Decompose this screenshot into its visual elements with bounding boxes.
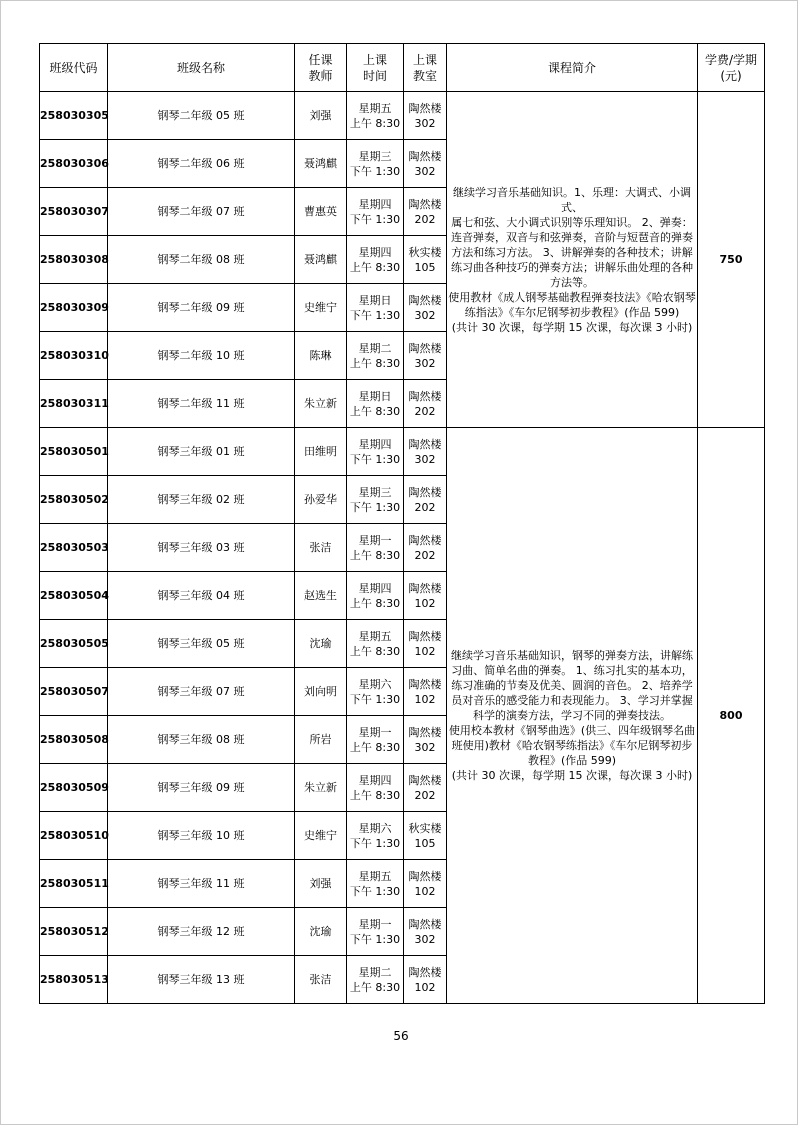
classroom-building: 秋实楼 xyxy=(408,821,442,835)
classroom-number: 102 xyxy=(414,596,436,610)
classroom xyxy=(404,428,447,476)
class-time xyxy=(347,188,404,236)
classroom xyxy=(404,284,447,332)
classroom-building: 陶然楼 xyxy=(408,293,442,307)
table-row xyxy=(40,92,765,140)
classroom-number: 302 xyxy=(414,308,436,322)
class-day: 星期四 xyxy=(358,245,392,259)
class-hour: 上午 8:30 xyxy=(349,980,401,994)
class-hour: 下午 1:30 xyxy=(349,308,401,322)
classroom-number: 302 xyxy=(414,164,436,178)
classroom xyxy=(404,716,447,764)
header-row xyxy=(40,44,765,92)
class-hour: 下午 1:30 xyxy=(349,212,401,226)
class-hour: 上午 8:30 xyxy=(349,596,401,610)
classroom-building: 陶然楼 xyxy=(408,869,442,883)
class-hour: 下午 1:30 xyxy=(349,500,401,514)
class-code: 258030309 xyxy=(40,284,108,332)
class-name: 钢琴三年级 01 班 xyxy=(108,428,295,476)
class-day: 星期四 xyxy=(358,437,392,451)
class-time xyxy=(347,812,404,860)
class-name: 钢琴三年级 08 班 xyxy=(108,716,295,764)
classroom xyxy=(404,236,447,284)
course-description-line: 使用教材《成人钢琴基础教程弹奏技法》《哈农钢琴 xyxy=(448,290,696,304)
classroom-number: 302 xyxy=(414,116,436,130)
class-code: 258030310 xyxy=(40,332,108,380)
classroom xyxy=(404,956,447,1004)
classroom-building: 秋实楼 xyxy=(408,245,442,259)
class-hour: 上午 8:30 xyxy=(349,788,401,802)
class-name: 钢琴三年级 10 班 xyxy=(108,812,295,860)
class-day: 星期四 xyxy=(358,197,392,211)
class-code: 258030511 xyxy=(40,860,108,908)
classroom-number: 102 xyxy=(414,644,436,658)
course-description xyxy=(447,428,698,1004)
class-hour: 上午 8:30 xyxy=(349,740,401,754)
table-body xyxy=(40,92,765,1004)
class-hour: 下午 1:30 xyxy=(349,884,401,898)
classroom-number: 202 xyxy=(414,212,436,226)
header-time-line1: 上课 xyxy=(362,52,387,67)
class-code: 258030504 xyxy=(40,572,108,620)
class-code: 258030308 xyxy=(40,236,108,284)
class-hour: 下午 1:30 xyxy=(349,932,401,946)
header-teacher xyxy=(295,44,347,92)
class-name: 钢琴二年级 09 班 xyxy=(108,284,295,332)
class-code: 258030305 xyxy=(40,92,108,140)
classroom xyxy=(404,620,447,668)
class-code: 258030507 xyxy=(40,668,108,716)
class-code: 258030513 xyxy=(40,956,108,1004)
class-code: 258030508 xyxy=(40,716,108,764)
teacher-name: 孙爱华 xyxy=(295,476,347,524)
class-name: 钢琴二年级 06 班 xyxy=(108,140,295,188)
class-hour: 上午 8:30 xyxy=(349,548,401,562)
teacher-name: 张洁 xyxy=(295,524,347,572)
teacher-name: 聂鸿麒 xyxy=(295,236,347,284)
class-name: 钢琴三年级 09 班 xyxy=(108,764,295,812)
class-hour: 下午 1:30 xyxy=(349,452,401,466)
class-day: 星期三 xyxy=(358,485,392,499)
class-name: 钢琴二年级 11 班 xyxy=(108,380,295,428)
class-hour: 下午 1:30 xyxy=(349,836,401,850)
classroom-number: 202 xyxy=(414,404,436,418)
class-code: 258030311 xyxy=(40,380,108,428)
course-description-line: 习曲、简单名曲的弹奏。 1、练习扎实的基本功， xyxy=(451,664,693,677)
classroom-building: 陶然楼 xyxy=(408,581,442,595)
classroom-building: 陶然楼 xyxy=(408,101,442,115)
class-hour: 上午 8:30 xyxy=(349,404,401,418)
course-description-line: 练习准确的节奏及优美、圆润的音色。 2、培养学 xyxy=(451,679,693,692)
classroom-building: 陶然楼 xyxy=(408,533,442,547)
class-name: 钢琴三年级 12 班 xyxy=(108,908,295,956)
header-room-line2: 教室 xyxy=(412,68,437,83)
teacher-name: 陈琳 xyxy=(295,332,347,380)
class-time xyxy=(347,140,404,188)
course-description-line: (共计 30 次课，每学期 15 次课，每次课 3 小时) xyxy=(451,320,693,334)
course-description-line: 连音弹奏，双音与和弦弹奏，音阶与短琶音的弹奏 xyxy=(451,230,693,244)
classroom-number: 102 xyxy=(414,980,436,994)
teacher-name: 沈瑜 xyxy=(295,908,347,956)
class-name: 钢琴三年级 05 班 xyxy=(108,620,295,668)
class-day: 星期五 xyxy=(358,869,392,883)
header-room-line1: 上课 xyxy=(412,52,437,67)
class-code: 258030505 xyxy=(40,620,108,668)
classroom xyxy=(404,572,447,620)
class-name: 钢琴二年级 05 班 xyxy=(108,92,295,140)
classroom-number: 202 xyxy=(414,548,436,562)
class-time xyxy=(347,476,404,524)
class-day: 星期日 xyxy=(358,293,392,307)
course-description-line: 练指法》《车尔尼钢琴初步教程》(作品 599) xyxy=(464,305,680,319)
course-description-line: 教程》(作品 599) xyxy=(527,754,617,767)
header-teacher-line1: 任课 xyxy=(308,52,333,67)
class-day: 星期五 xyxy=(358,629,392,643)
course-description-line: 继续学习音乐基础知识，钢琴的弹奏方法，讲解练 xyxy=(451,649,693,662)
classroom-number: 202 xyxy=(414,788,436,802)
classroom-number: 105 xyxy=(414,836,436,850)
class-hour: 下午 1:30 xyxy=(349,164,401,178)
classroom xyxy=(404,908,447,956)
class-time xyxy=(347,332,404,380)
classroom-building: 陶然楼 xyxy=(408,725,442,739)
teacher-name: 聂鸿麒 xyxy=(295,140,347,188)
class-hour: 上午 8:30 xyxy=(349,116,401,130)
class-day: 星期四 xyxy=(358,773,392,787)
classroom-building: 陶然楼 xyxy=(408,677,442,691)
class-time xyxy=(347,956,404,1004)
class-day: 星期一 xyxy=(358,917,392,931)
class-time xyxy=(347,860,404,908)
header-fee-line1: 学费/学期 xyxy=(704,52,758,67)
table-row xyxy=(40,428,765,476)
class-time xyxy=(347,572,404,620)
class-time xyxy=(347,620,404,668)
classroom xyxy=(404,140,447,188)
course-description-line: 使用校本教材《钢琴曲选》(供三、四年级钢琴名曲 xyxy=(448,724,696,737)
teacher-name: 张洁 xyxy=(295,956,347,1004)
course-schedule-table xyxy=(39,43,765,1004)
header-room xyxy=(404,44,447,92)
header-time-line2: 时间 xyxy=(362,68,387,83)
course-description-line: 方法等。 xyxy=(550,275,594,289)
class-name: 钢琴三年级 13 班 xyxy=(108,956,295,1004)
class-code: 258030509 xyxy=(40,764,108,812)
classroom xyxy=(404,332,447,380)
course-description-line: 方法和练习方法。 3、讲解弹奏的各种技术；讲解 xyxy=(451,245,693,259)
course-description xyxy=(447,92,698,428)
class-time xyxy=(347,284,404,332)
header-time xyxy=(347,44,404,92)
class-day: 星期一 xyxy=(358,725,392,739)
course-description-line: 班使用)教材《哈农钢琴练指法》《车尔尼钢琴初步 xyxy=(451,739,693,752)
class-time xyxy=(347,716,404,764)
teacher-name: 沈瑜 xyxy=(295,620,347,668)
class-day: 星期四 xyxy=(358,581,392,595)
class-code: 258030502 xyxy=(40,476,108,524)
classroom xyxy=(404,524,447,572)
class-day: 星期一 xyxy=(358,533,392,547)
class-time xyxy=(347,668,404,716)
course-description-line: 练习曲各种技巧的弹奏方法；讲解乐曲处理的各种 xyxy=(451,260,693,274)
classroom xyxy=(404,188,447,236)
classroom xyxy=(404,764,447,812)
classroom xyxy=(404,380,447,428)
class-day: 星期二 xyxy=(358,965,392,979)
course-description-line: 科学的演奏方法，学习不同的弹奏技法。 xyxy=(473,709,671,722)
teacher-name: 史维宁 xyxy=(295,812,347,860)
class-day: 星期日 xyxy=(358,389,392,403)
classroom xyxy=(404,812,447,860)
classroom xyxy=(404,668,447,716)
header-fee xyxy=(698,44,765,92)
classroom-building: 陶然楼 xyxy=(408,341,442,355)
classroom-number: 302 xyxy=(414,452,436,466)
class-code: 258030501 xyxy=(40,428,108,476)
class-hour: 下午 1:30 xyxy=(349,692,401,706)
classroom-number: 105 xyxy=(414,260,436,274)
class-code: 258030510 xyxy=(40,812,108,860)
class-time xyxy=(347,908,404,956)
teacher-name: 赵选生 xyxy=(295,572,347,620)
classroom-building: 陶然楼 xyxy=(408,437,442,451)
class-time xyxy=(347,236,404,284)
classroom-building: 陶然楼 xyxy=(408,965,442,979)
class-name: 钢琴三年级 04 班 xyxy=(108,572,295,620)
class-time xyxy=(347,764,404,812)
class-name: 钢琴三年级 11 班 xyxy=(108,860,295,908)
class-name: 钢琴二年级 08 班 xyxy=(108,236,295,284)
class-time xyxy=(347,92,404,140)
class-code: 258030307 xyxy=(40,188,108,236)
classroom-number: 102 xyxy=(414,884,436,898)
teacher-name: 所岩 xyxy=(295,716,347,764)
tuition-fee: 750 xyxy=(698,92,765,428)
teacher-name: 刘向明 xyxy=(295,668,347,716)
class-name: 钢琴三年级 03 班 xyxy=(108,524,295,572)
class-time xyxy=(347,380,404,428)
classroom-building: 陶然楼 xyxy=(408,629,442,643)
classroom-number: 302 xyxy=(414,740,436,754)
teacher-name: 朱立新 xyxy=(295,764,347,812)
header-desc: 课程简介 xyxy=(447,44,698,92)
class-hour: 上午 8:30 xyxy=(349,356,401,370)
classroom-building: 陶然楼 xyxy=(408,917,442,931)
class-name: 钢琴二年级 10 班 xyxy=(108,332,295,380)
header-fee-line2: (元) xyxy=(720,68,742,83)
header-code: 班级代码 xyxy=(40,44,108,92)
page-number: 56 xyxy=(393,1029,409,1043)
class-time xyxy=(347,428,404,476)
classroom-building: 陶然楼 xyxy=(408,485,442,499)
class-name: 钢琴三年级 07 班 xyxy=(108,668,295,716)
class-name: 钢琴三年级 02 班 xyxy=(108,476,295,524)
classroom-number: 102 xyxy=(414,692,436,706)
classroom-number: 302 xyxy=(414,356,436,370)
class-code: 258030306 xyxy=(40,140,108,188)
classroom xyxy=(404,860,447,908)
teacher-name: 史维宁 xyxy=(295,284,347,332)
course-description-line: (共计 30 次课，每学期 15 次课，每次课 3 小时) xyxy=(451,769,693,782)
class-hour: 上午 8:30 xyxy=(349,644,401,658)
tuition-fee: 800 xyxy=(698,428,765,1004)
header-name: 班级名称 xyxy=(108,44,295,92)
teacher-name: 朱立新 xyxy=(295,380,347,428)
header-teacher-line2: 教师 xyxy=(308,68,333,83)
class-time xyxy=(347,524,404,572)
class-hour: 上午 8:30 xyxy=(349,260,401,274)
class-day: 星期三 xyxy=(358,149,392,163)
classroom-building: 陶然楼 xyxy=(408,197,442,211)
class-day: 星期五 xyxy=(358,101,392,115)
class-day: 星期二 xyxy=(358,341,392,355)
class-code: 258030503 xyxy=(40,524,108,572)
classroom xyxy=(404,92,447,140)
teacher-name: 刘强 xyxy=(295,92,347,140)
teacher-name: 田维明 xyxy=(295,428,347,476)
class-day: 星期六 xyxy=(358,821,392,835)
course-description-line: 员对音乐的感受能力和表现能力。 3、学习并掌握 xyxy=(451,694,693,707)
teacher-name: 曹惠英 xyxy=(295,188,347,236)
classroom-building: 陶然楼 xyxy=(408,389,442,403)
class-day: 星期六 xyxy=(358,677,392,691)
classroom-number: 302 xyxy=(414,932,436,946)
classroom-building: 陶然楼 xyxy=(408,773,442,787)
course-description-line: 继续学习音乐基础知识。1、乐理：大调式、小调式、 xyxy=(453,185,691,214)
classroom xyxy=(404,476,447,524)
classroom-number: 202 xyxy=(414,500,436,514)
course-description-line: 属七和弦、大小调式识别等乐理知识。 2、弹奏： xyxy=(451,215,693,229)
teacher-name: 刘强 xyxy=(295,860,347,908)
classroom-building: 陶然楼 xyxy=(408,149,442,163)
class-name: 钢琴二年级 07 班 xyxy=(108,188,295,236)
class-code: 258030512 xyxy=(40,908,108,956)
